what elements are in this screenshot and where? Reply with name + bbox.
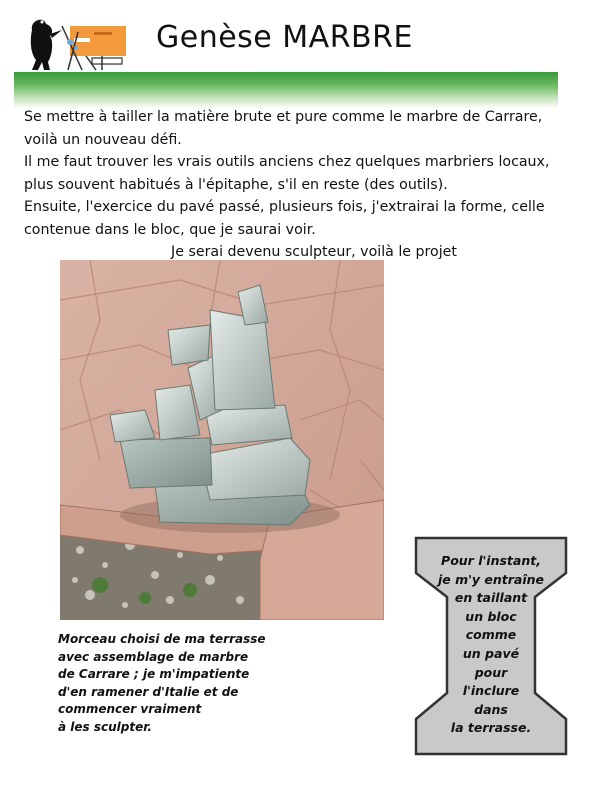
stone-line: la terrasse. xyxy=(450,720,532,736)
intro-centered-line: Je serai devenu sculpteur, voilà le projet xyxy=(171,244,457,260)
stone-line: en taillant xyxy=(454,590,528,606)
caption-line: Morceau choisi de ma terrasse xyxy=(58,632,266,646)
caption-line: avec assemblage de marbre xyxy=(58,649,249,664)
stone-line: comme xyxy=(465,627,517,643)
caption-line: d'en ramener d'Italie et de xyxy=(58,684,239,699)
stone-line: je m'y entraîne xyxy=(437,571,545,587)
stone-line: un pavé xyxy=(462,645,520,661)
caption-line: à les sculpter. xyxy=(58,719,152,734)
stone-line: dans xyxy=(474,701,508,717)
caption-line: commencer vraiment xyxy=(58,702,202,716)
stone-box-text xyxy=(413,552,569,738)
page-title: Genèse MARBRE xyxy=(156,20,413,55)
caption-line: de Carrare ; je m'impatiente xyxy=(58,667,250,681)
stone-line: Pour l'instant, xyxy=(441,553,541,568)
intro-line: voilà un nouveau défi. xyxy=(24,131,182,148)
intro-text xyxy=(24,106,564,264)
intro-line: contenue dans le bloc, que je saurai voir. xyxy=(24,221,316,238)
marble-sculpture-photo xyxy=(60,260,384,620)
header-band xyxy=(14,72,558,108)
intro-line: Se mettre à tailler la matière brute et pure comme le marbre de Carrare, xyxy=(24,109,543,125)
photo-caption xyxy=(58,631,288,736)
intro-line: Ensuite, l'exercice du pavé passé, plusieurs fois, j'extrairai la forme, celle xyxy=(24,199,545,215)
intro-line: plus souvent habitués à l'épitaphe, s'il en reste (des outils). xyxy=(24,176,448,193)
stone-line: l'inclure xyxy=(462,683,520,699)
stone-line: un bloc xyxy=(465,608,517,624)
stone-line: pour xyxy=(474,664,508,680)
logo-icon xyxy=(22,12,134,72)
intro-line: Il me faut trouver les vrais outils anciens chez quelques marbriers locaux, xyxy=(24,154,550,170)
